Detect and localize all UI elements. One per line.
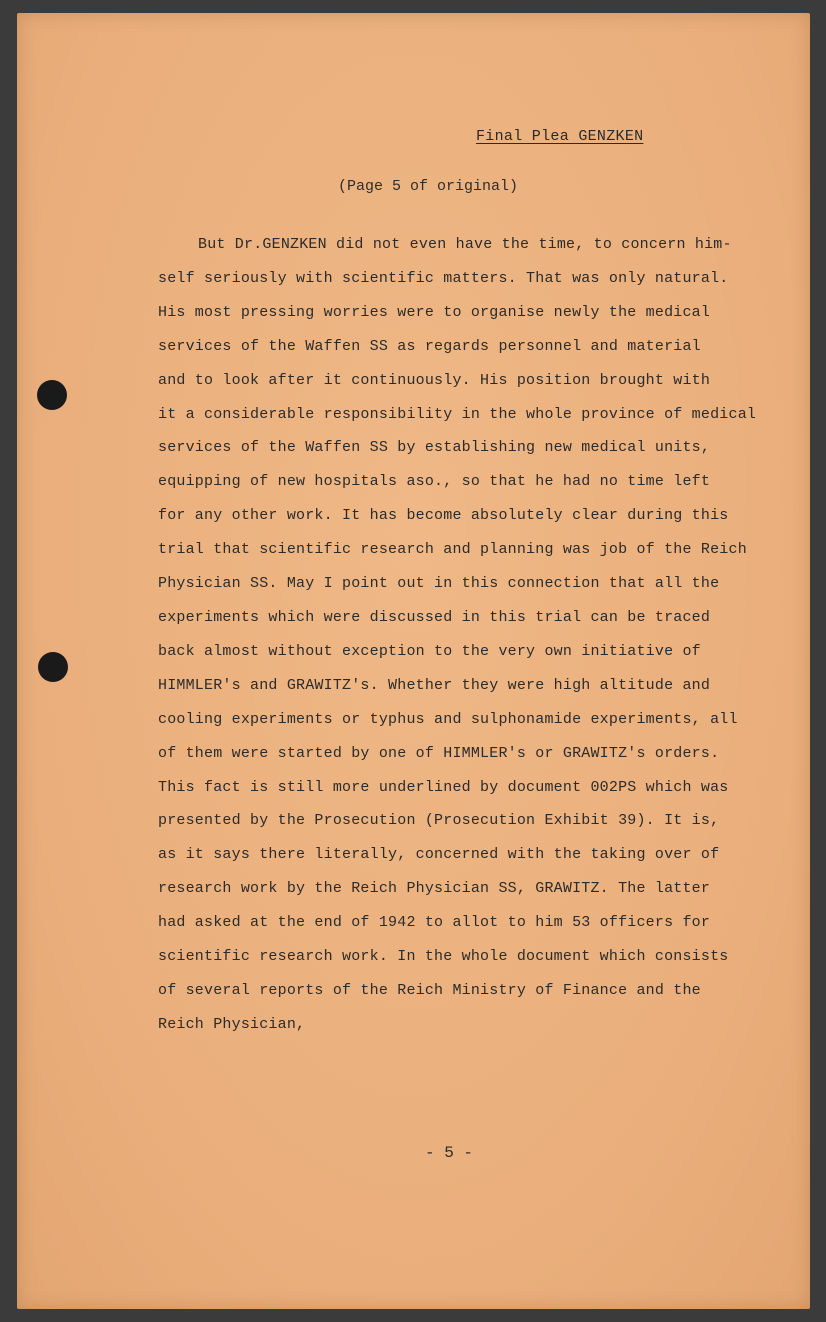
text-line: Reich Physician, [158, 1015, 306, 1033]
punch-hole [37, 380, 67, 410]
text-line: services of the Waffen SS as regards personnel and material [158, 337, 701, 355]
text-line: But Dr.GENZKEN did not even have the time, to concern him- [198, 236, 732, 253]
text-line: research work by the Reich Physician SS, GRAWITZ. The latter [158, 880, 711, 898]
text-line: as it says there literally, concerned with the taking over of [158, 846, 720, 864]
body-text [158, 228, 757, 1042]
text-line: trial that scientific research and planning was job of the Reich [158, 541, 747, 559]
text-line: for any other work. It has become absolutely clear during this [158, 507, 729, 525]
text-line: scientific research work. In the whole document which consists [158, 948, 729, 966]
text-line: services of the Waffen SS by establishing new medical units, [158, 439, 711, 457]
text-line: presented by the Prosecution (Prosecution Exhibit 39). It is, [158, 812, 720, 830]
punch-hole [38, 652, 68, 682]
text-line: and to look after it continuously. His position brought with [158, 371, 711, 389]
text-line: had asked at the end of 1942 to allot to him 53 officers for [158, 914, 711, 932]
original-page-note: (Page 5 of original) [338, 178, 519, 195]
text-line: it a considerable responsibility in the whole province of medical [158, 405, 757, 423]
text-line: His most pressing worries were to organise newly the medical [158, 303, 711, 321]
page-number: - 5 - [425, 1144, 474, 1162]
text-line: cooling experiments or typhus and sulphonamide experiments, all [158, 710, 738, 728]
text-line: experiments which were discussed in this trial can be traced [158, 608, 711, 626]
text-line: HIMMLER's and GRAWITZ's. Whether they were high altitude and [158, 676, 711, 694]
text-line: of them were started by one of HIMMLER's or GRAWITZ's orders. [158, 744, 720, 762]
text-line: equipping of new hospitals aso., so that he had no time left [158, 473, 711, 491]
text-line: of several reports of the Reich Ministry of Finance and the [158, 981, 701, 999]
text-line: self seriously with scientific matters. That was only natural. [158, 269, 729, 287]
text-line: back almost without exception to the very own initiative of [158, 642, 701, 660]
page-header: Final Plea GENZKEN [476, 128, 644, 145]
text-line: Physician SS. May I point out in this connection that all the [158, 575, 720, 593]
text-line: This fact is still more underlined by document 002PS which was [158, 778, 729, 796]
